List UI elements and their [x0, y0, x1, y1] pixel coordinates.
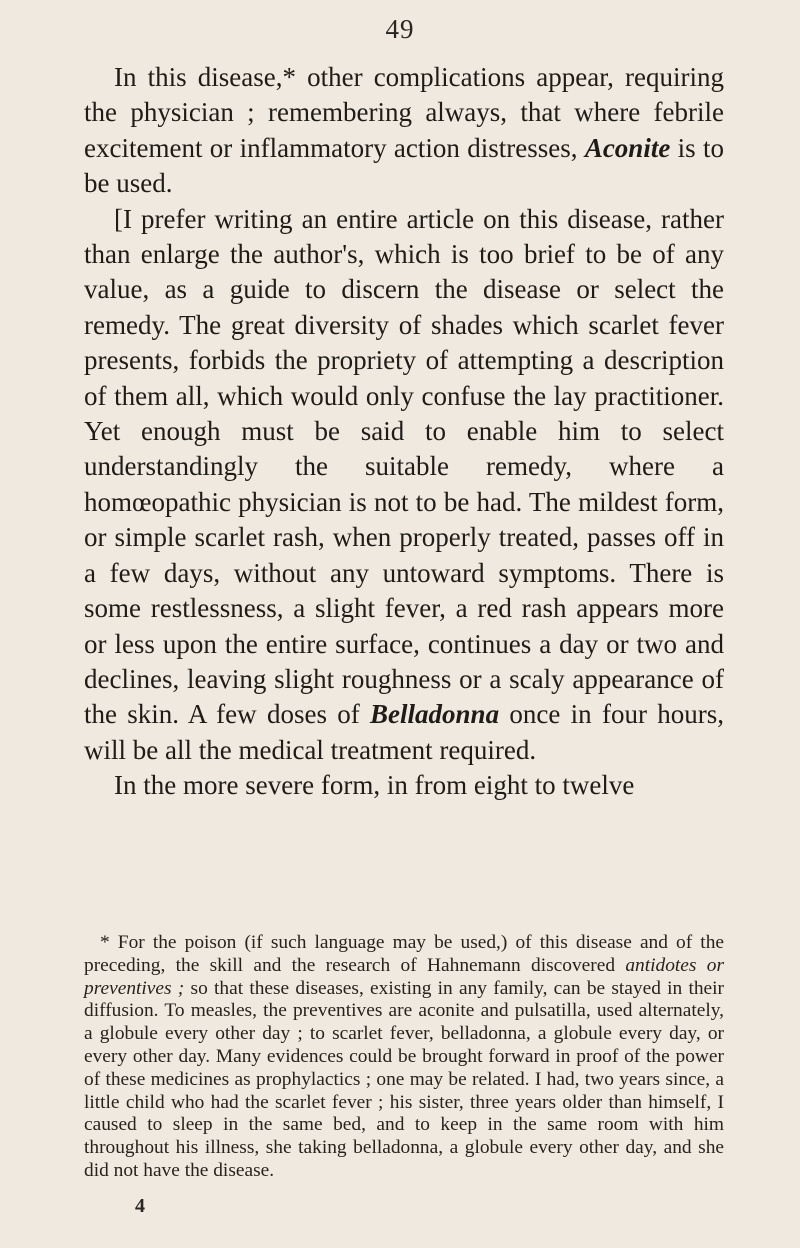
- page-number: 49: [385, 14, 415, 44]
- paragraph-3: In the more severe form, in from eight to twelve: [114, 770, 635, 801]
- drug-name-aconite: Aconite: [584, 132, 671, 163]
- main-text: [84, 60, 724, 804]
- footnote-emphasis: antidotes or preventives ;: [84, 954, 724, 999]
- book-page: 49 In this disease,* other complications appear, requiring the physician ; remembering always, that where febrile excitement or inflammatory action distresses, Aconite is to be used. [I prefer writing an entire article on this disease, rather than enlarge the author's, which is too brief to be of any value, as a guide to discern the disease or select the remedy. The great diversity of shades which scarlet fever presents, forbids the propriety of attempting a description of them all, which would only confuse the lay practitioner. Yet enough must be said to enable him to select understandingly the suitable remedy, where a homœopathic physician is not to be had. The mildest form, or simple scarlet rash, when properly treated, passes off in a few days, without any untoward symptoms. There is some restlessness, a slight fever, a red rash appears more or less upon the entire surface, continues a day or two and declines, leaving slight roughness or a scaly appearance of the skin. A few doses of Belladonna once in four hours, will be all the medical treatment required. In the more severe form, in from eight to twelve * For the poison (if such language may be used,) of this disease and of the preceding, the skill and the research of Hahnemann discovered antidotes or preventives ; so that these diseases, existing in any family, can be stayed in their diffusion. To measles, the preventives are aconite and pulsatilla, used alternately, a globule every other day ; to scarlet fever, belladonna, a globule every day, or every other day. Many evidences could be brought forward in proof of the power of these medicines as prophylactics ; one may be related. I had, two years since, a little child who had the scarlet fever ; his sister, three years older than himself, I caused to sleep in the same bed, and to keep in the same room with him throughout his illness, she taking belladonna, a globule every other day, and she did not have the disease. 4: [0, 0, 800, 1248]
- paragraph-1: In this disease,* other complications appear, requiring the physician ; remembering always, that where febrile excitement or inflammatory action distresses, Aconite is to be used.: [84, 62, 725, 199]
- footnote: * For the poison (if such language may be used,) of this disease and of the preceding, the skill and the research of Hahnemann discovered antidotes or preventives ; so that these diseases, existing in any family, can be stayed in their diffusion. To measles, the preventives are aconite and pulsatilla, used alternately, a globule every other day ; to scarlet fever, belladonna, a globule every day, or every other day. Many evidences could be brought forward in proof of the power of these medicines as prophylactics ; one may be related. I had, two years since, a little child who had the scarlet fever ; his sister, three years older than himself, I caused to sleep in the same bed, and to keep in the same room with him throughout his illness, she taking belladonna, a globule every other day, and she did not have the disease.: [84, 932, 725, 1181]
- paragraph-2: [I prefer writing an entire article on this disease, rather than enlarge the author's, which is too brief to be of any value, as a guide to discern the disease or select the remedy. The great diversity of shades which scarlet fever presents, forbids the propriety of attempting a description of them all, which would only confuse the lay practitioner. Yet enough must be said to enable him to select understandingly the suitable remedy, where a homœopathic physician is not to be had. The mildest form, or simple scarlet rash, when properly treated, passes off in a few days, without any untoward symptoms. There is some restlessness, a slight fever, a red rash appears more or less upon the entire surface, continues a day or two and declines, leaving slight roughness or a scaly appearance of the skin. A few doses of Belladonna once in four hours, will be all the medical treatment required.: [84, 203, 724, 765]
- drug-name-belladonna: Belladonna: [370, 699, 500, 730]
